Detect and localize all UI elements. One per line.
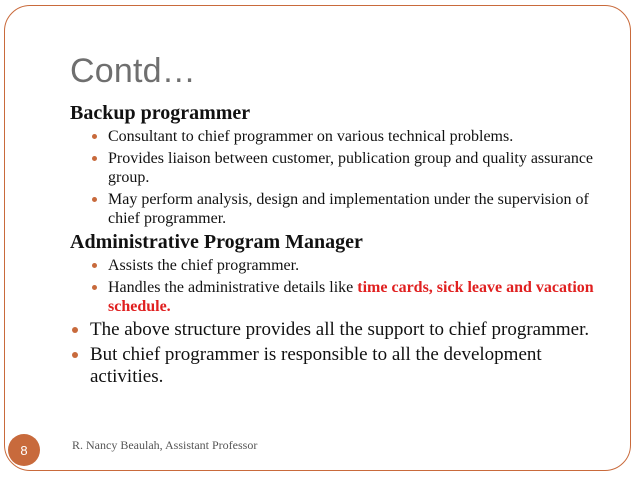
list-item: But chief programmer is responsible to all the development activities.	[70, 344, 610, 388]
list-item: Consultant to chief programmer on various technical problems.	[70, 127, 610, 146]
slide-content	[70, 102, 610, 391]
slide-title: Contd…	[70, 52, 196, 90]
list-item-text: Handles the administrative details like	[108, 279, 358, 296]
backup-programmer-list	[70, 127, 610, 228]
summary-bullet-list	[70, 319, 610, 388]
page-number-badge: 8	[8, 434, 40, 466]
highlighted-text: time cards, sick leave and vacation schedule.	[108, 279, 594, 315]
section-heading-backup-programmer: Backup programmer	[70, 102, 251, 124]
list-item: Provides liaison between customer, publication group and quality assurance group.	[70, 149, 610, 187]
administrative-program-manager-list	[70, 256, 610, 316]
footer-author: R. Nancy Beaulah, Assistant Professor	[72, 438, 258, 452]
section-heading-administrative-program-manager: Administrative Program Manager	[70, 231, 363, 253]
list-item	[70, 278, 610, 316]
list-item: Assists the chief programmer.	[70, 256, 610, 275]
list-item: May perform analysis, design and implementation under the supervision of chief programmer.	[70, 190, 610, 228]
list-item: The above structure provides all the support to chief programmer.	[70, 319, 610, 341]
